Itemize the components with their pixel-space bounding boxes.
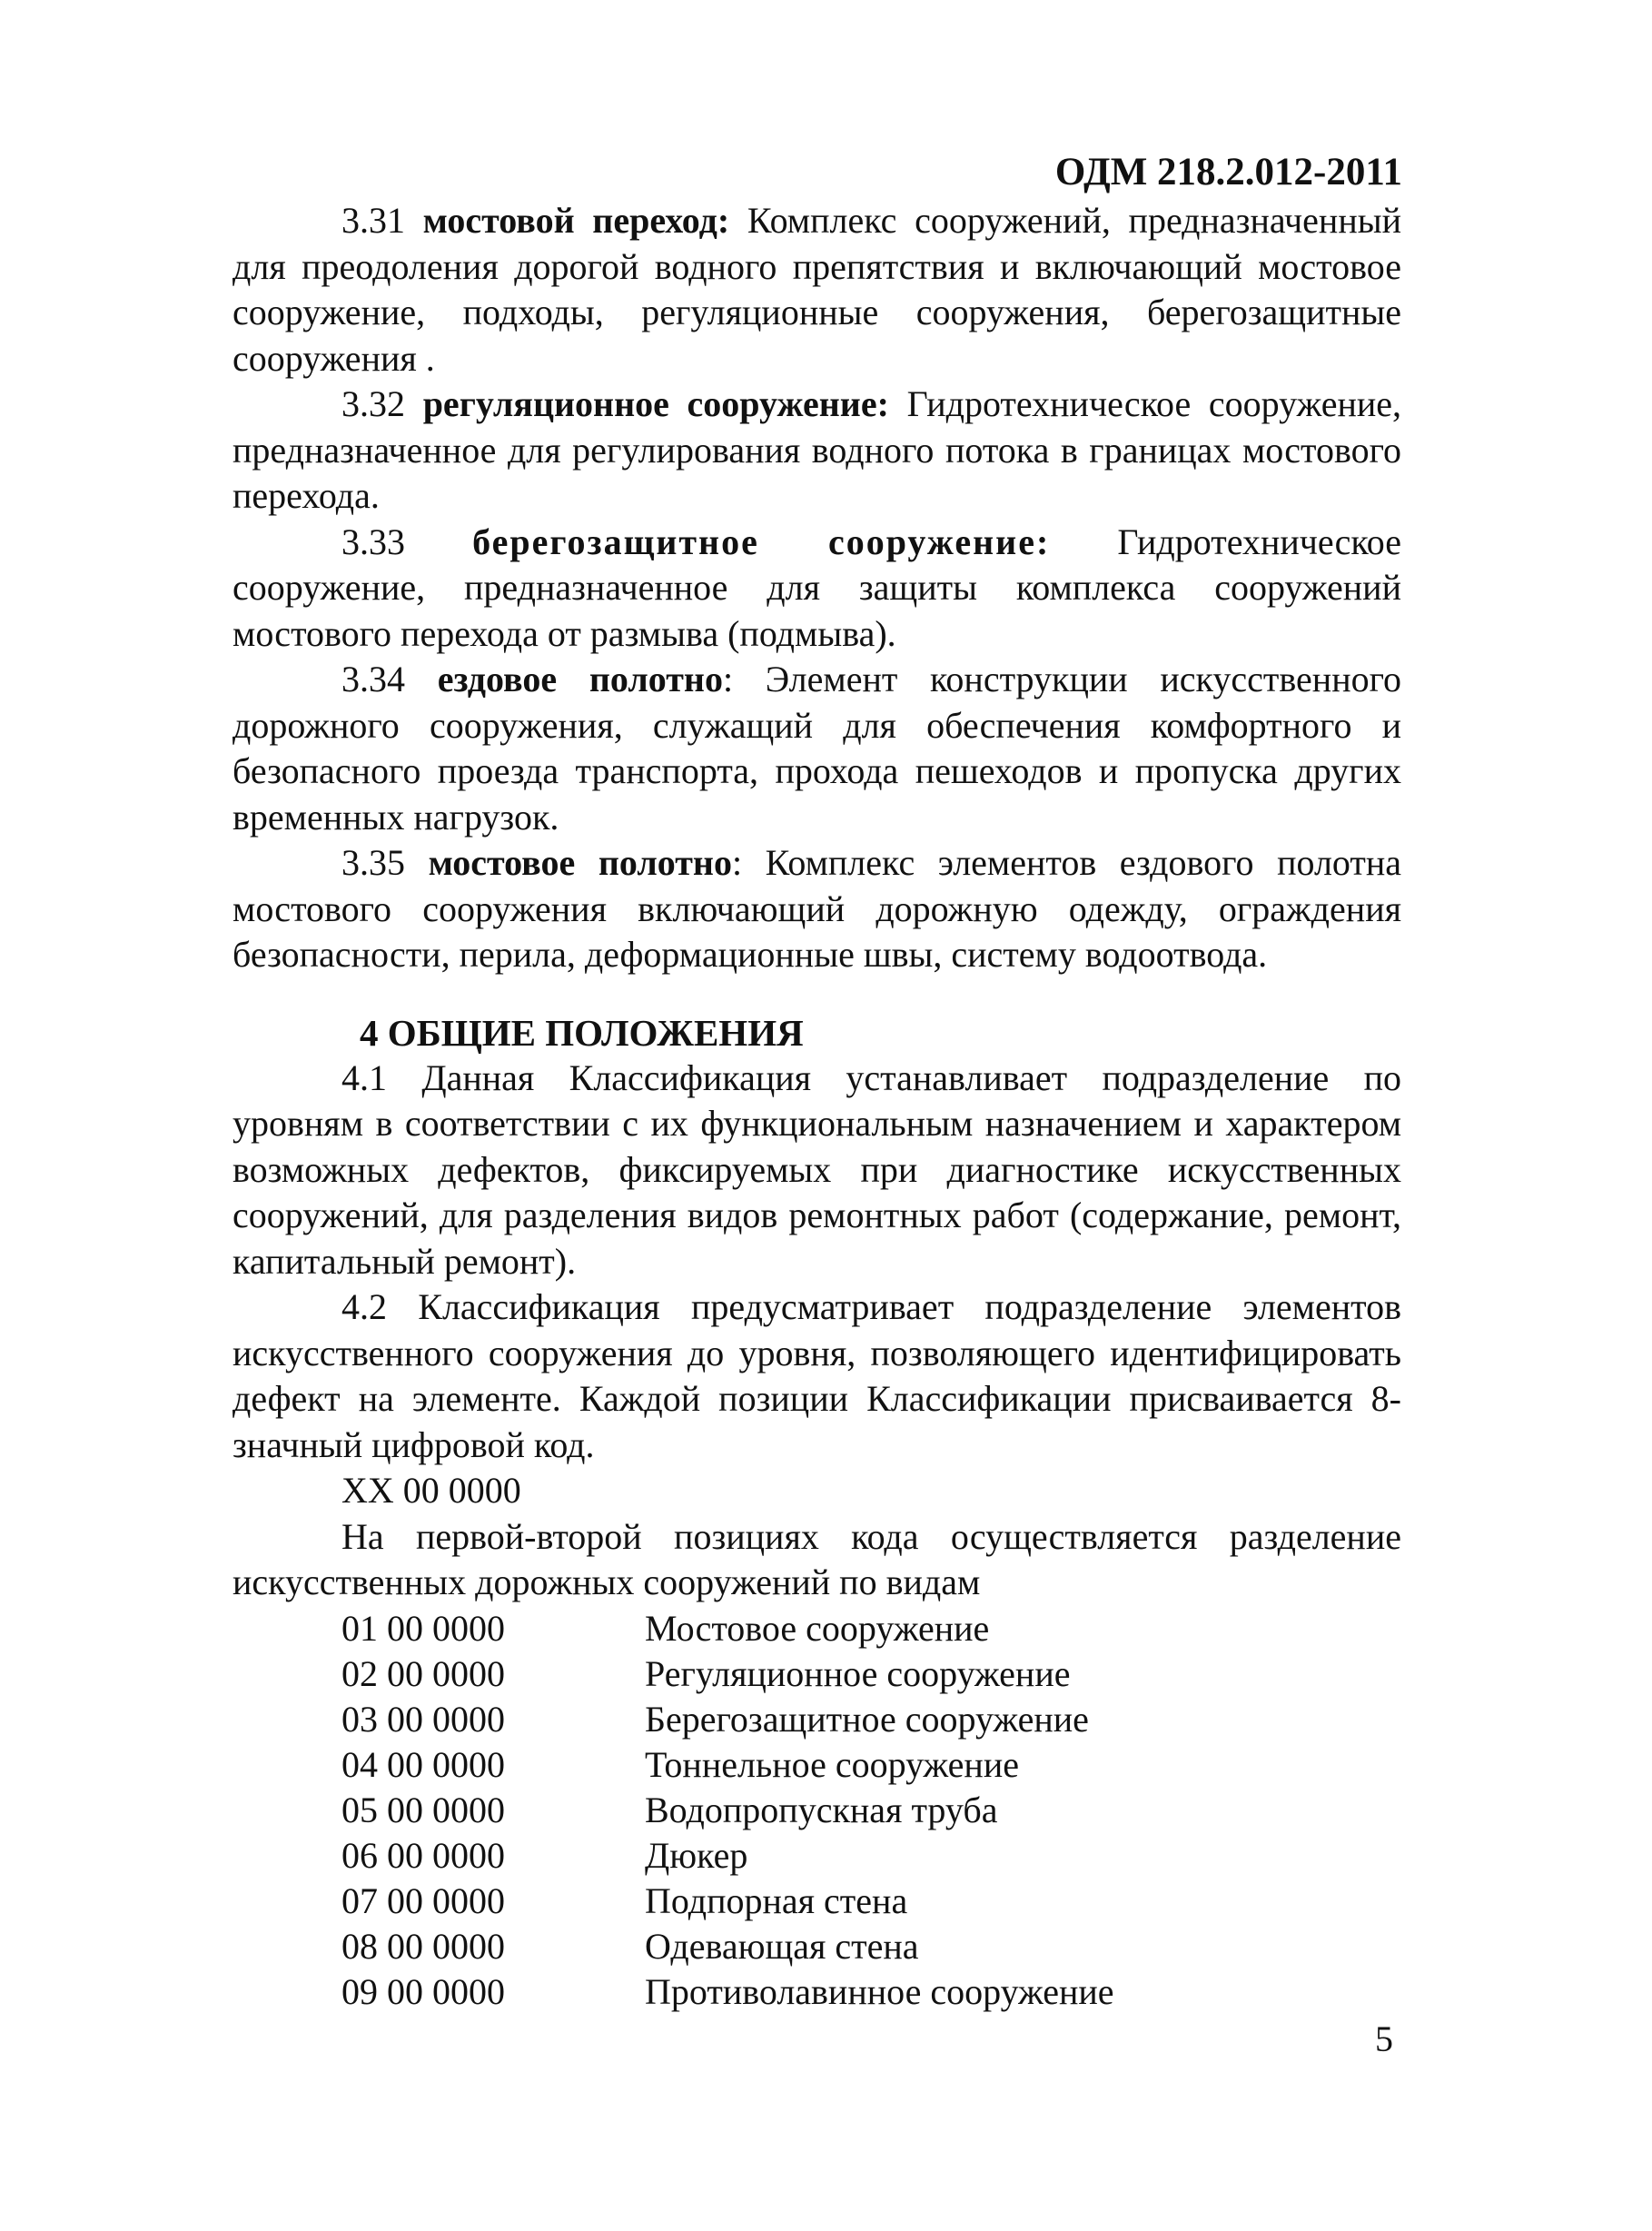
definition-text: Комплекс сооружений, предназначенный для преодоления дорогой водного препятствия и включающий мостовое сооружение, подходы, регуляционные сооружения, берегозащитные сооружения .	[232, 200, 1402, 379]
definition-3-33	[232, 520, 1401, 658]
code-label: Противолавинное сооружение	[645, 1970, 1114, 2012]
definition-3-32	[232, 382, 1401, 520]
page-content	[232, 198, 1401, 2015]
code-value: 08 00 0000	[341, 1925, 505, 1967]
code-label: Тоннельное сооружение	[645, 1743, 1019, 1785]
paragraph-4-2: 4.2 Классификация предусматривает подразделение элементов искусственного сооружения до уровня, позволяющего идентифицировать дефект на элементе. Каждой позиции Классификации присваивается 8-значный цифровой код.	[232, 1286, 1401, 1465]
code-label: Мостовое сооружение	[645, 1607, 990, 1649]
code-label: Дюкер	[645, 1834, 748, 1876]
code-list-item	[232, 1924, 1401, 1969]
code-value: 04 00 0000	[341, 1743, 505, 1785]
definition-3-35	[232, 840, 1401, 978]
code-list-item	[232, 1697, 1401, 1742]
definition-number: 3.35	[341, 842, 405, 883]
document-code-header: ОДМ 218.2.012-2011	[1054, 151, 1402, 193]
code-value: 07 00 0000	[341, 1879, 505, 1921]
code-label: Подпорная стена	[645, 1879, 908, 1921]
definition-text: Гидротехническое сооружение, предназначенное для регулирования водного потока в границах мостового перехода.	[232, 383, 1402, 516]
definition-number: 3.31	[341, 200, 405, 241]
definition-text: Гидротехническое сооружение, предназначенное для защиты комплекса сооружений мостового перехода от размыва (подмыва).	[232, 521, 1402, 654]
code-list-item	[232, 1969, 1401, 2015]
definition-separator: :	[731, 842, 743, 883]
code-value: 06 00 0000	[341, 1834, 505, 1876]
definition-text: Комплекс элементов ездового полотна мостового сооружения включающий дорожную одежду, ограждения безопасности, перила, деформационные швы, систему водоотвода.	[232, 842, 1402, 975]
definition-separator: :	[876, 383, 889, 424]
code-value: 09 00 0000	[341, 1970, 505, 2012]
code-label: Берегозащитное сооружение	[645, 1698, 1089, 1740]
definition-term: регуляционное сооружение	[422, 383, 877, 424]
definition-number: 3.34	[341, 659, 405, 699]
section-heading: 4 ОБЩИЕ ПОЛОЖЕНИЯ	[360, 1011, 804, 1054]
code-value: 03 00 0000	[341, 1698, 505, 1740]
code-label: Одевающая стена	[645, 1925, 919, 1967]
code-list-item	[232, 1742, 1401, 1788]
code-value: 02 00 0000	[341, 1652, 505, 1694]
definition-term: мостовой переход	[422, 200, 717, 241]
code-pattern: XX 00 0000	[341, 1470, 521, 1511]
definition-text: Элемент конструкции искусственного дорожного сооружения, служащий для обеспечения комфортного и безопасного проезда транспорта, прохода пешеходов и пропуска других временных нагрузок.	[232, 659, 1402, 838]
definition-term: ездовое полотно	[437, 659, 723, 699]
code-label: Регуляционное сооружение	[645, 1652, 1071, 1694]
code-list	[232, 1606, 1401, 2015]
code-label: Водопропускная труба	[645, 1789, 998, 1830]
definition-separator: :	[722, 659, 734, 699]
code-list-item	[232, 1651, 1401, 1697]
definition-term: берегозащитное сооружение:	[472, 521, 1051, 562]
paragraph-4-1: 4.1 Данная Классификация устанавливает подразделение по уровням в соответствии с их функциональным назначением и характером возможных дефектов, фиксируемых при диагностике искусственных сооружений, для разделения видов ремонтных работ (содержание, ремонт, капитальный ремонт).	[232, 1056, 1401, 1282]
definition-3-31	[232, 198, 1401, 382]
definition-3-34	[232, 657, 1401, 840]
code-list-item	[232, 1788, 1401, 1833]
code-list-item	[232, 1606, 1401, 1651]
code-list-item	[232, 1833, 1401, 1879]
code-list-item	[232, 1879, 1401, 1924]
code-value: 05 00 0000	[341, 1789, 505, 1830]
code-value: 01 00 0000	[341, 1607, 505, 1649]
page-number: 5	[1375, 2018, 1393, 2059]
definition-separator: :	[717, 200, 730, 241]
definition-number: 3.32	[341, 383, 405, 424]
paragraph-code-intro: На первой-второй позициях кода осуществляется разделение искусственных дорожных сооружений по видам	[232, 1515, 1401, 1602]
definition-term: мостовое полотно	[428, 842, 732, 883]
definition-number: 3.33	[341, 521, 405, 562]
